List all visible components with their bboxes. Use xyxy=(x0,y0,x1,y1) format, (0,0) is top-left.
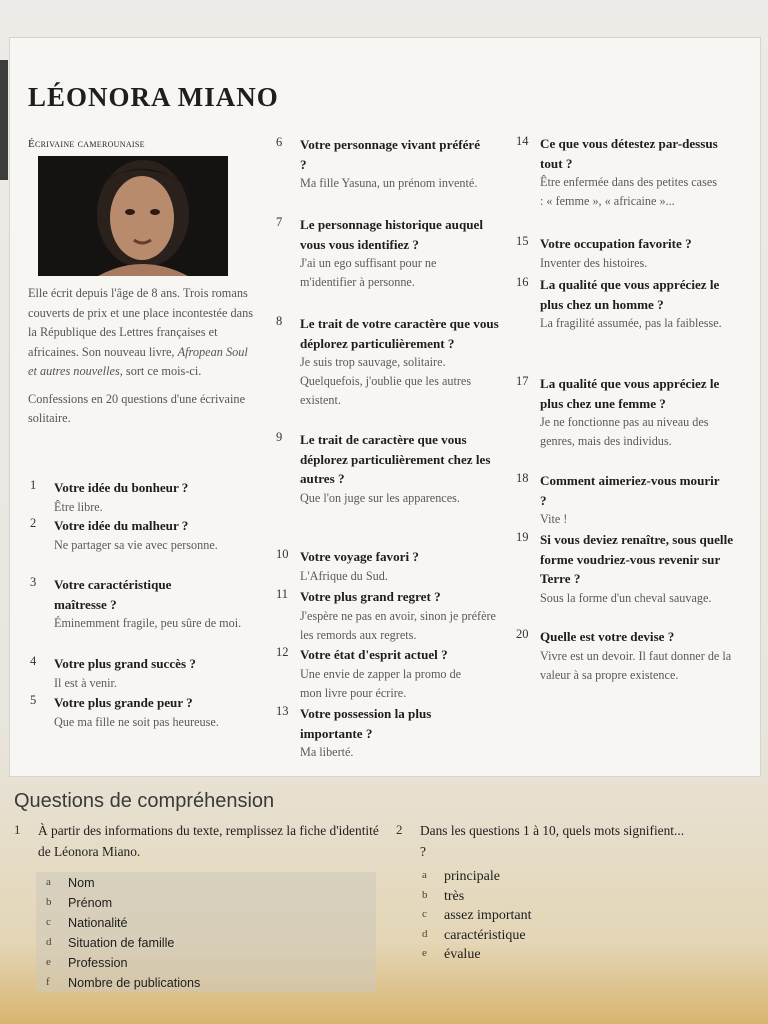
section-title: Questions de compréhension xyxy=(14,790,275,812)
answer-text: L'Afrique du Sud. xyxy=(300,568,388,583)
question-item xyxy=(516,234,745,273)
answer-text: Ma liberté. xyxy=(300,745,354,759)
exercise-2-instruction: Dans les questions 1 à 10, quels mots signifient... ? xyxy=(420,823,685,859)
field-letter: e xyxy=(46,956,51,968)
exercise-2-number: 2 xyxy=(396,822,403,837)
question-text: La qualité que vous appréciez le plus chez une femme ? xyxy=(540,376,720,411)
question-number: 9 xyxy=(276,430,283,444)
answer-text: Il est à venir. xyxy=(54,675,117,690)
answer-text: Être libre. xyxy=(54,499,103,514)
question-item xyxy=(516,471,725,529)
question-item xyxy=(516,627,740,685)
field-letter: b xyxy=(46,896,52,908)
field-letter: f xyxy=(46,976,50,988)
question-item xyxy=(516,374,740,451)
answer-text: Inventer des histoires. xyxy=(540,255,648,270)
field-letter: a xyxy=(46,876,51,888)
question-number: 1 xyxy=(30,478,37,492)
answer-text: Ne partager sa vie avec personne. xyxy=(54,537,218,552)
word-letter: e xyxy=(422,947,427,959)
exercise-1-instruction: À partir des informations du texte, remplissez la fiche d'identité de Léonora Miano. xyxy=(38,823,379,859)
intro-paragraph xyxy=(28,284,254,382)
question-text: Votre plus grand regret ? xyxy=(300,589,441,604)
question-item xyxy=(276,587,510,645)
question-number: 15 xyxy=(516,234,529,248)
word-label: principale xyxy=(444,869,500,884)
question-item xyxy=(30,516,254,555)
question-number: 11 xyxy=(276,587,289,601)
question-text: Votre état d'esprit actuel ? xyxy=(300,647,448,662)
question-number: 7 xyxy=(276,215,283,229)
answer-text: Ma fille Yasuna, un prénom inventé. xyxy=(300,176,478,190)
field-letter: d xyxy=(46,936,52,948)
question-number: 10 xyxy=(276,547,289,561)
word-letter: c xyxy=(422,908,427,920)
answer-text: Éminemment fragile, peu sûre de moi. xyxy=(54,616,242,630)
question-item xyxy=(276,430,500,508)
question-text: Le personnage historique auquel vous vous identifiez ? xyxy=(300,217,483,252)
answer-text: Que l'on juge sur les apparences. xyxy=(300,490,460,505)
answer-text: Que ma fille ne soit pas heureuse. xyxy=(54,714,219,729)
intro-subtitle: Confessions en 20 questions d'une écrivaine solitaire. xyxy=(28,391,246,425)
question-number: 18 xyxy=(516,471,529,485)
answer-text: Vite ! xyxy=(540,512,568,526)
question-text: Votre plus grande peur ? xyxy=(54,695,193,710)
word-label: caractéristique xyxy=(444,928,526,943)
question-text: Votre occupation favorite ? xyxy=(540,236,692,251)
answer-text: Sous la forme d'un cheval sauvage. xyxy=(540,590,712,605)
question-text: Ce que vous détestez par-dessus tout ? xyxy=(540,136,718,171)
question-number: 4 xyxy=(30,654,37,668)
exercise-1-number: 1 xyxy=(14,822,21,837)
question-number: 8 xyxy=(276,314,283,328)
question-text: Votre idée du bonheur ? xyxy=(54,480,189,495)
question-item xyxy=(30,575,242,633)
question-number: 14 xyxy=(516,134,529,148)
question-number: 13 xyxy=(276,704,289,718)
question-item xyxy=(276,215,495,292)
question-item xyxy=(276,547,510,586)
question-item xyxy=(276,645,510,703)
identity-form xyxy=(36,872,376,992)
article-intro xyxy=(28,284,254,437)
field-label: Prénom xyxy=(68,896,113,910)
question-text: Le trait de votre caractère que vous déplorez particulièrement ? xyxy=(300,316,499,351)
field-label: Profession xyxy=(68,956,128,970)
field-label: Situation de famille xyxy=(68,936,175,950)
field-label: Nom xyxy=(68,876,95,890)
question-text: Votre idée du malheur ? xyxy=(54,518,189,533)
question-item xyxy=(30,478,254,517)
question-item xyxy=(30,693,254,732)
field-letter: c xyxy=(46,916,51,928)
author-portrait xyxy=(38,156,228,276)
question-item xyxy=(516,530,745,608)
question-text: Votre personnage vivant préféré ? xyxy=(300,137,481,172)
answer-text: Une envie de zapper la promo de mon livre pour écrire. xyxy=(300,666,462,700)
question-number: 20 xyxy=(516,627,529,641)
question-number: 12 xyxy=(276,645,289,659)
field-label: Nationalité xyxy=(68,916,128,930)
article-kicker: Écrivaine camerounaise xyxy=(28,138,145,150)
word-label: évalue xyxy=(444,947,481,962)
answer-text: J'espère ne pas en avoir, sinon je préfère les remords aux regrets. xyxy=(300,608,496,642)
question-number: 19 xyxy=(516,530,529,544)
word-letter: b xyxy=(422,889,428,901)
article-title: LÉONORA MIANO xyxy=(28,82,279,112)
chapter-tab xyxy=(0,60,8,180)
question-text: Votre voyage favori ? xyxy=(300,549,419,564)
answer-text: Je ne fonctionne pas au niveau des genres, mais des individus. xyxy=(540,415,709,448)
question-number: 6 xyxy=(276,135,283,149)
answer-text: Je suis trop sauvage, solitaire. Quelquefois, j'oublie que les autres existent. xyxy=(300,355,472,407)
question-item xyxy=(276,135,485,193)
answer-text: La fragilité assumée, pas la faiblesse. xyxy=(540,316,722,330)
word-letter: d xyxy=(422,928,428,940)
question-item xyxy=(276,314,500,410)
word-label: assez important xyxy=(444,908,532,923)
question-text: Votre caractéristique maîtresse ? xyxy=(54,577,172,612)
question-item xyxy=(516,134,740,211)
answer-text: Être enfermée dans des petites cases : « femme », « africaine »... xyxy=(540,175,717,208)
question-item xyxy=(276,704,490,762)
word-letter: a xyxy=(422,869,427,881)
question-item xyxy=(30,654,254,693)
book-title: Afropean Soul et autres nouvelles, xyxy=(28,344,248,378)
question-text: Quelle est votre devise ? xyxy=(540,629,675,644)
intro-text-end: sort ce mois-ci. xyxy=(125,364,202,378)
answer-text: Vivre est un devoir. Il faut donner de la valeur à sa propre existence. xyxy=(540,648,732,682)
question-text: Comment aimeriez-vous mourir ? xyxy=(540,473,720,508)
field-label: Nombre de publications xyxy=(68,976,201,990)
question-number: 2 xyxy=(30,516,37,530)
question-text: Si vous deviez renaître, sous quelle forme voudriez-vous revenir sur Terre ? xyxy=(540,532,734,586)
question-number: 17 xyxy=(516,374,529,388)
portrait-photo xyxy=(38,156,228,276)
question-text: La qualité que vous appréciez le plus chez un homme ? xyxy=(540,277,720,312)
question-text: Le trait de caractère que vous déplorez particulièrement chez les autres ? xyxy=(300,432,491,486)
intro-text: Elle écrit depuis l'âge de 8 ans. Trois romans couverts de prix et une place incontestée dans la République des Lettres françaises et africaines. Son nouveau livre, xyxy=(28,286,254,359)
question-number: 5 xyxy=(30,693,37,707)
question-text: Votre possession la plus importante ? xyxy=(300,706,432,741)
question-number: 3 xyxy=(30,575,37,589)
question-number: 16 xyxy=(516,275,529,289)
word-label: très xyxy=(444,889,465,904)
question-item xyxy=(516,275,735,333)
question-text: Votre plus grand succès ? xyxy=(54,656,196,671)
answer-text: J'ai un ego suffisant pour ne m'identifier à personne. xyxy=(300,256,437,289)
